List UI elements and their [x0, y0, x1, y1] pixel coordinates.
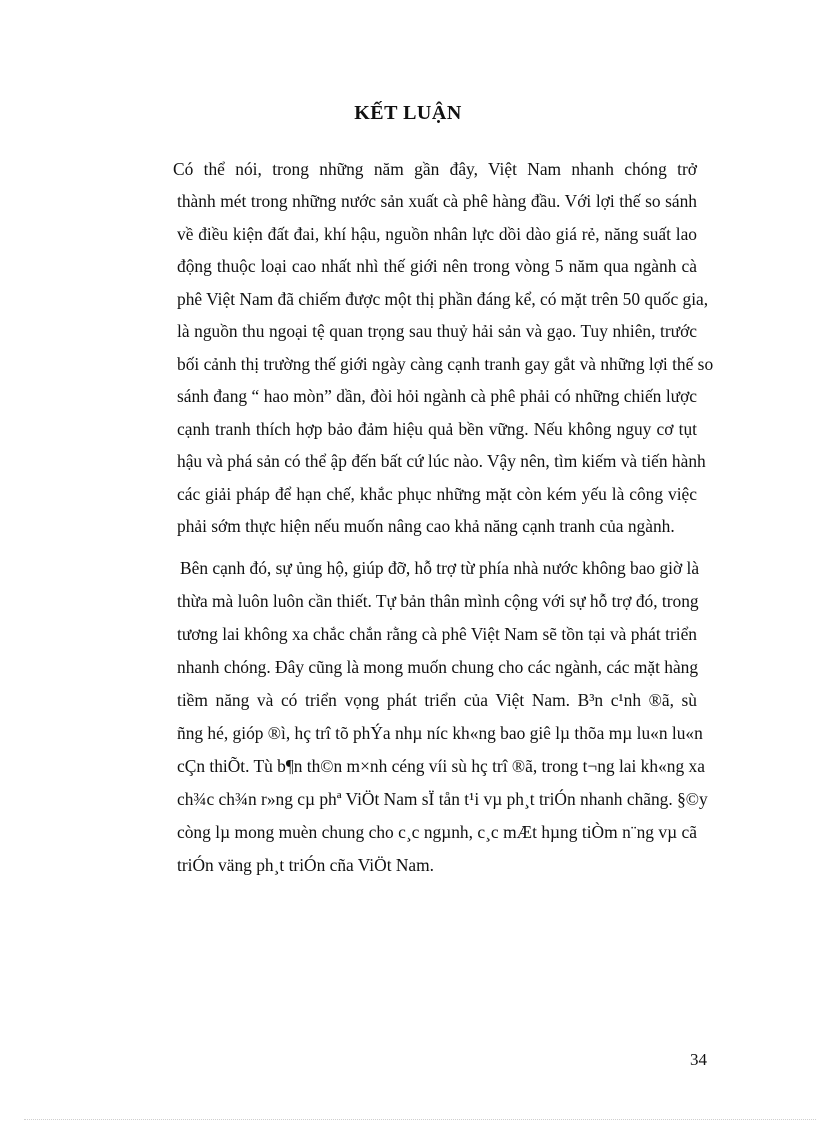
text-line: các giải pháp để hạn chế, khắc phục những mặt còn kém yếu là công việc — [177, 484, 697, 504]
text-line: là nguồn thu ngoại tệ quan trọng sau thuỷ hải sản và gạo. Tuy nhiên, trước — [177, 321, 697, 341]
text-line: về điều kiện đất đai, khí hậu, nguồn nhân lực dồi dào giá rẻ, năng suất lao — [177, 224, 697, 244]
page-title: KẾT LUẬN — [354, 102, 462, 124]
text-line: ñng hé, gióp ®ì, hç trî tõ phÝa nhµ níc kh«ng bao giê lµ thõa mµ lu«n lu«n — [177, 723, 703, 743]
text-line: tiềm năng và có triển vọng phát triển của Việt Nam. B³n c¹nh ®ã, sù — [177, 690, 697, 710]
text-line: nhanh chóng. Đây cũng là mong muốn chung cho các ngành, các mặt hàng — [177, 657, 699, 677]
text-line: bối cảnh thị trường thế giới ngày càng cạnh tranh gay gắt và những lợi thế so — [177, 354, 714, 374]
text-line: cÇn thiÕt. Tù b¶n th©n m×nh céng víi sù hç trî ®ã, trong t¬ng lai kh«ng xa — [177, 756, 705, 776]
text-line: phê Việt Nam đã chiếm được một thị phần đáng kể, có mặt trên 50 quốc gia, — [177, 289, 709, 309]
text-line: thừa mà luôn luôn cần thiết. Tự bản thân mình cộng với sự hỗ trợ đó, trong — [177, 591, 699, 611]
text-line: Bên cạnh đó, sự ủng hộ, giúp đỡ, hỗ trợ từ phía nhà nước không bao giờ là — [180, 558, 700, 578]
text-line: phải sớm thực hiện nếu muốn nâng cao khả năng cạnh tranh của ngành. — [177, 516, 675, 536]
text-line: động thuộc loại cao nhất nhì thế giới nên trong vòng 5 năm qua ngành cà — [177, 256, 697, 276]
text-line: cạnh tranh thích hợp bảo đảm hiệu quả bền vững. Nếu không nguy cơ tụt — [177, 419, 697, 439]
text-line: hậu và phá sản có thể ập đến bất cứ lúc nào. Vậy nên, tìm kiếm và tiến hành — [177, 451, 706, 471]
text-line: tương lai không xa chắc chắn rằng cà phê Việt Nam sẽ tồn tại và phát triển — [177, 624, 697, 644]
text-line: ch¾c ch¾n r»ng cµ phª ViÖt Nam sÏ tån t¹i vµ ph¸t triÓn nhanh chãng. §©y — [177, 789, 708, 809]
text-line: triÓn väng ph¸t triÓn cña ViÖt Nam. — [177, 855, 435, 875]
text-line: thành mét trong những nước sản xuất cà phê hàng đầu. Với lợi thế so sánh — [177, 191, 697, 211]
text-line: sánh đang “ hao mòn” dần, đòi hỏi ngành cà phê phải có những chiến lược — [177, 386, 697, 406]
text-line: còng lµ mong muèn chung cho c¸c ngµnh, c¸c mÆt hµng tiÒm n¨ng vµ cã — [177, 822, 697, 842]
text-line: Có thể nói, trong những năm gần đây, Việt Nam nhanh chóng trở — [173, 159, 697, 179]
bottom-divider — [24, 1119, 816, 1120]
page-number: 34 — [690, 1050, 707, 1069]
